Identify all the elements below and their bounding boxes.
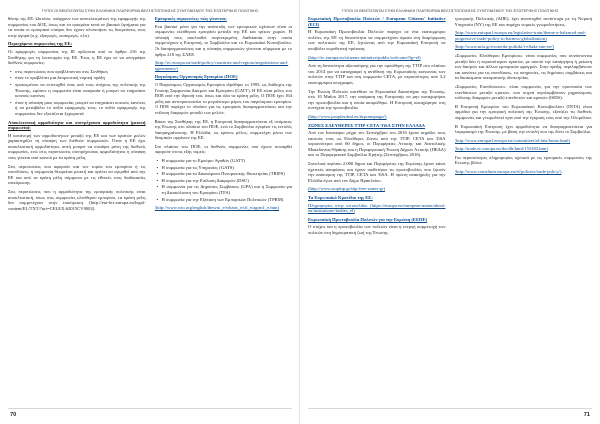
reference-link[interactable]: (http://trade.ec.europa.eu/doclib/html/155383.htm) [454, 146, 548, 152]
reference-link[interactable]: (http://www.europarl.europa.eu/committees/el/inta/home.html) [454, 137, 571, 143]
section-heading: Ευρωπαϊκή Πρωτοβουλία Πολιτών / European Citizens' Initiative (ECI) [308, 16, 446, 27]
bullet-list [8, 69, 146, 117]
list-item: • στις περιπτώσεις που προβλέπονται στις Συνθήκες [10, 68, 109, 74]
reference-link[interactable]: (http://www.consilium.europa.eu/el/policies/trade-policy/) [454, 169, 562, 175]
paragraph: θέσης της ΕΕ. Ωστόσο, υπάρχουν των αποτελεσμάτων της εφαρμογής της συμφωνίας του ΔΟΣ, όπως και τα ορισμένα κενά σε βασικά ζητήματα για τα οποία οι εμπορικοί εταίροι δεν έχουν υλοποιήσει τις δεσμεύσεις τους στην αγορά (π.χ. εξαγωγές, εισαγωγές, κλπ). [8, 16, 146, 38]
paragraph: Στο πλαίσιο του ΠΟΕ, οι διεθνείς συμφωνίες που έχουν συναφθεί αφορούν στους εξής τομείς: [154, 143, 292, 155]
list-item: • προκειμένου να επιτευχθεί ένας από τους στόχους της πολιτικής της Ένωσης, εφόσον η συμφωνία είναι αναγκαία ή μπορεί να επηρεάσει κοινούς κανόνες [10, 81, 146, 99]
reference-link[interactable]: (http://www.europarl.europa.eu/legislative-train/theme-a-balanced-and-progressive-trade-policy-to-harness-globalisation) [454, 30, 586, 41]
paragraph: Συνολικά περίπου 2.000 δήμοι και Περιφέρειες της Ευρώπης έχουν κάνει σχετικές αποφάσεις και έχουν υιοθετήσει τις πρωτοβουλίες που ζητούν την απόσυρση της TTIP, CETA και TiSA. Η πρώτη ανακήρυξη για την Ελλάδα έγινε από τον Δήμο Ηρακλείου. [308, 161, 446, 183]
section-heading: Περιεχόμενο συμφωνίας της ΕΕ: [8, 41, 73, 47]
list-item: • Η συμφωνία για τις Δημόσιες Συμβάσεις (GPA) και η Συμφωνία για τη Διευκόλυνση του Εμπορίου (TFA) [156, 184, 292, 196]
section-heading: ΖΩΝΕΣ ΕΛΕΥΘΕΡΕΣ TTIP-CETA-TiSA ΣΤΗΝ ΕΛΛΑΔΑ [308, 122, 426, 128]
section-heading: Τα Ευρωπαϊκό Κρατίδιο της ΕΕ: [308, 195, 373, 201]
reference-link[interactable]: (http://www.mfa.gr/exoteriki-politiki/i-ellada-stin-ee/) [454, 44, 554, 50]
section-heading: Ευρωπαϊκή Πρωτοβουλία Πολιτών για την Ευρώπη (ΕΕΠΕ) [308, 216, 428, 222]
paragraph: «Συμφωνίες Επενδύσεων»: είναι συμφωνίες για την προστασία των επενδύσεων μεταξύ κρατών, που συχνά περιλαμβάνουν μηχανισμούς επίλυσης διαφορών μεταξύ επενδυτών και κρατών (ISDS). [454, 83, 592, 101]
section-heading: Παγκόσμιος Οργανισμός Εμπορίου (ΠΟΕ) [154, 74, 238, 80]
bullet-list [155, 158, 293, 202]
list-item-text: Η συμφωνία για τα Δικαιώματα Πνευματικής Ιδιοκτησίας (TRIPS) [161, 171, 285, 177]
paragraph: Από τον Ιανουάριο μέχρι τον Σεπτέμβριο του 2016 έχουν κηρύξει τους εαυτούς τους ως Ελεύθερες Ζώνες από την TTIP, CETA και TiSA περισσότεροι από 60 δήμοι, οι Περιφέρειες Αττικής και Ανατολικής Μακεδονίας-Θράκης και η Περιφερειακή Ένωση Δήμων Αττικής (ΠΕΔΑ) και το Περιφερειακό Συμβούλιο Κρήτης (Σεπτέμβριος 2016). [308, 130, 446, 158]
left-page-column-2 [155, 16, 293, 404]
reference-link[interactable]: (http://www.stopttip.gr/ttip-free-zones-gr) [308, 186, 386, 192]
paragraph: Στις περιπτώσεις που η αρμοδιότητα της εμπορικής πολιτικής είναι αποκλειστική, όπως στις συμφωνίες ελεύθερου εμπορίου, τα κράτη μέλη δεν συμμετέχουν στην επικύρωση. (http://eur-lex.europa.eu/legal-content/EL/TXT/?uri=CELEX:62015CV0002). [8, 189, 146, 211]
list-item-text: όταν η σύναψη μιας συμφωνίας μπορεί να επηρεάσει κοινούς κανόνες ή να μεταβάλει το πεδίο εφαρμογής τους, το πεδίο εφαρμογής της συμφωνίας δεν εξετάζεται ξεχωριστά [15, 99, 146, 116]
paragraph: εμπορικής Πολιτικής (ΔΠΕ), έχει αναπτυχθεί αντίστοιχα με τη Νομική Υπηρεσία (ΝΥ) της ΕΕ και παρέχει νομικές γνωμοδοτήσεις. [454, 16, 592, 27]
reference-link[interactable]: Πληροφορίες στην ιστοσελίδα: (https://europa.eu/european-union/about-eu/institutions-bodies_el) [308, 202, 446, 214]
right-page-columns [308, 16, 592, 404]
list-item-text: όταν το προβλέπει μια δεσμευτική νομική πράξη [15, 75, 105, 81]
page-number: 71 [583, 412, 590, 418]
paragraph: «Συμφωνίες Ελεύθερου Εμπορίου»: είναι συμφωνίες που συνάπτονται μεταξύ δύο ή περισσότερων κρατών, με σκοπό την κατάργηση ή μείωση των δασμών και άλλων εμπορικών φραγμών. Στην πράξη, περιλαμβάνουν και κανόνες για τις επενδύσεις, τις υπηρεσίες, τις δημόσιες συμβάσεις και τα δικαιώματα πνευματικής ιδιοκτησίας. [454, 52, 592, 81]
list-item-text: Η συμφωνία για τις Υπηρεσίες (GATS) [161, 164, 234, 170]
left-page-columns [8, 16, 292, 404]
paragraph: Για περισσότερες πληροφορίες σχετικά με τις εμπορικές συμφωνίες της Ένωσης βλέπε: [454, 154, 592, 166]
right-page-column-2 [455, 16, 593, 404]
list-item: • Η συμφωνία για την Επίλυση Διαφορών (DSU) [156, 177, 249, 183]
paragraph: Ο στόχος και η πρωτοβουλία των πολιτών είναι η ενεργή συμμετοχή των πολιτών στη δημοκρατική ζωή της Ένωσης. [308, 224, 446, 235]
right-page-column-1 [308, 16, 446, 404]
paragraph: Ο Παγκόσμιος Οργανισμός Εμπορίου ιδρύθηκε το 1995, ως διάδοχος της Γενικής Συμφωνίας Δασμών και Εμπορίου (GATT). Η ΕΕ είναι μέλος του ΠΟΕ από την ίδρυσή του, όπως και όλα τα κράτη μέλη. Ο ΠΟΕ έχει 164 μέλη και αντιπροσωπεύει το μεγαλύτερο μέρος του παγκόσμιου εμπορίου. Ο ΠΟΕ παρέχει το πλαίσιο για τις εμπορικές διαπραγματεύσεις και την επίλυση διαφορών μεταξύ των μελών. [154, 81, 292, 115]
page-number: 70 [10, 412, 17, 418]
list-item-text: Η συμφωνία για την Επίλυση Διαφορών (DSU) [161, 177, 249, 183]
running-header-left: ΤΥΠΟΙ ΟΙ ΒΕΝΤΙΖΟΝΤΑΙ ΣΤΗΝ ΕΛΛΗΝΙΚΗ ΠΛΑΤΦΟΡΜΑ ΒΕΛΤΙΣΤΟΠΟΙΗΣΗΣ ΣΥΝΤΟΝΙΣΜΟΥ ΤΗΣ ΕΞΩΤΕΡΙΚΗΣ ΠΟΛΙΤΙΚΗΣ [41, 9, 259, 13]
footer-divider [8, 408, 292, 409]
list-item: • Η συμφωνία για τις Υπηρεσίες (GATS) [156, 164, 234, 170]
paragraph: Η Επιτροπή Εμπορίου του Ευρωπαϊκού Κοινοβουλίου (INTA) είναι αρμόδια για την εμπορική πολιτική της Ένωσης, εξετάζει τις διεθνείς συμφωνίες και γνωμοδοτεί πριν από την έγκριση τους από την Ολομέλεια. [454, 103, 592, 120]
paragraph: Η Ευρωπαϊκή Επιτροπή έχει αρμοδιότητα να διαπραγματεύεται για λογαριασμό της Ένωσης, με βάση την εντολή που της δίνει το Συμβούλιο. [454, 123, 592, 135]
paragraph: Από τη δυνατότητα αξιοποίησης για την προώθηση της ΤΤΙΡ στο πλαίσιο του 2014 για να καταγραφεί η αντίθεση της Ευρωπαϊκής κοινωνίας των πολιτών στην ΤΤΙΡ και στη συμφωνία CETA, με περισσότερες από 3,2 εκατομμύρια υπογραφές. [308, 63, 446, 85]
reference-link[interactable]: (http://www.peoplesdeal.eu/ttipcampaign/) [308, 113, 387, 119]
list-item: • όταν το προβλέπει μια δεσμευτική νομική πράξη [10, 75, 105, 81]
paragraph: Στις περιπτώσεις που αφορούν και τον τομέα του εμπορίου ή τις επενδύσεις, η συμφωνία θεωρείται μεικτή και πρέπει να εγκριθεί από την ΕΕ και από τα κράτη μέλη σύμφωνα με τις εθνικές τους διαδικασίες επικύρωσης. [8, 163, 146, 186]
list-item-text: Η συμφωνία για το Εμπόριο Αγαθών (GATT) [161, 158, 246, 164]
reference-link[interactable]: (http://www.wto.org/english/thewto_e/whatis_e/tif_e/agrm1_e.htm) [154, 205, 280, 211]
paragraph: Ένα βασικό μέσο για την ανάπτυξη των εμπορικών σχέσεων είναι οι συμφωνίες ελεύθερου εμπορίου μεταξύ της ΕΕ και τρίτων χωρών. Η σύναψή τους ακολουθεί συγκεκριμένη διαδικασία στην οποία συμμετέχουν η Επιτροπή, το Συμβούλιο και το Ευρωπαϊκό Κοινοβούλιο. Οι διαπραγματεύσεις και η σύναψη συμφωνιών γίνονται σύμφωνα με το άρθρο 218 της ΣΛΕΕ. [154, 23, 292, 57]
list-item-text: Η συμφωνία για την Εξέταση των Εμπορικών Πολιτικών (TPRM) [161, 196, 284, 202]
paragraph: Η κατανομή των αρμοδιοτήτων μεταξύ της ΕΕ και των κρατών μελών χαρακτηρίζει τη σύναψη των διεθνών συμφωνιών. Όταν η ΕΕ έχει αποκλειστική αρμοδιότητα, αυτή μπορεί να συνάψει μόνη της διεθνείς συμφωνίες, ενώ στις περιπτώσεις συντρέχουσας αρμοδιότητας η σύναψη τους γίνεται από κοινού με τα κράτη μέλη. [8, 132, 146, 161]
reference-link[interactable]: (http://ec.europa.eu/citizens-initiative/public/welcome?lg=el) [308, 54, 421, 60]
list-item-text: στις περιπτώσεις που προβλέπονται στις Συνθήκες [15, 68, 109, 74]
section-heading: Αποκλειστική αρμοδιότητα και συντρέχουσα αρμοδιότητα (μεικτή συμφωνία): [8, 119, 146, 131]
footer-divider [308, 408, 592, 409]
list-item: • Η συμφωνία για τα Δικαιώματα Πνευματικής Ιδιοκτησίας (TRIPS) [156, 171, 285, 177]
paragraph: Η Ευρωπαϊκή Πρωτοβουλία Πολιτών παρέχει σε ένα εκατομμύριο πολίτες της ΕΕ τη δυνατότητα να συμμετέχουν άμεσα στη διαμόρφωση των πολιτικών της ΕΕ, ζητώντας από την Ευρωπαϊκή Επιτροπή να υποβάλει νομοθετική πρόταση. [308, 29, 446, 51]
reference-link[interactable]: (http://ec.europa.eu/trade/policy/countries-and-regions/negotiations-and-agreements/) [154, 60, 289, 71]
list-item-text: προκειμένου να επιτευχθεί ένας από τους στόχους της πολιτικής της Ένωσης, εφόσον η συμφωνία είναι αναγκαία ή μπορεί να επηρεάσει κοινούς κανόνες [15, 81, 146, 99]
left-page-column-1 [8, 16, 146, 404]
running-header-right: ΤΥΠΟΙ ΟΙ ΒΕΝΤΙΖΟΝΤΑΙ ΣΤΗΝ ΕΛΛΗΝΙΚΗ ΠΛΑΤΦΟΡΜΑ ΒΕΛΤΙΣΤΟΠΟΙΗΣΗΣ ΣΥΝΤΟΝΙΣΜΟΥ ΤΗΣ ΕΞΩΤΕΡΙΚΗΣ ΠΟΛΙΤΙΚΗΣ [341, 9, 559, 13]
list-item: • όταν η σύναψη μιας συμφωνίας μπορεί να επηρεάσει κοινούς κανόνες ή να μεταβάλει το πεδίο εφαρμογής τους, το πεδίο εφαρμογής της συμφωνίας δεν εξετάζεται ξεχωριστά [10, 99, 146, 116]
paragraph: Οι εφαρμογές συμφωνίας της ΙΕ ορίζονται από το άρθρο 216 της Συνθήκης για τη λειτουργία της ΕΕ. Έτσι, η ΕΕ έχει σε να υπογράψει διεθνείς συμφωνίες: [8, 48, 146, 66]
paragraph: Την Ένωση Πολιτών κατέθεσε το Ευρωπαϊκό Δικαστήριο της Ένωσης, στις 10 Μαΐου 2017, την απόφαση της Επιτροπής να μην καταχωρήσει την πρωτοβουλία και η οποία ακυρώθηκε. Η Επιτροπή καταχώρησε στη συνέχεια την πρωτοβουλία. [308, 88, 446, 111]
list-item-text: Η συμφωνία για τις Δημόσιες Συμβάσεις (GPA) και η Συμφωνία για τη Διευκόλυνση του Εμπορίου (TFA) [161, 184, 292, 196]
list-item: • Η συμφωνία για την Εξέταση των Εμπορικών Πολιτικών (TPRM) [156, 196, 284, 202]
list-item: • Η συμφωνία για το Εμπόριο Αγαθών (GATT) [156, 158, 246, 164]
section-heading: Εμπορικές συμφωνίες: πώς γίνονται; [154, 16, 227, 21]
right-page [300, 0, 600, 424]
paragraph: Βάσει της Συνθήκης της ΕΕ, η Επιτροπή διαπραγματεύεται εξ ονόματος της Ένωσης στο πλαίσιο του ΠΟΕ, ενώ το Συμβούλιο εγκρίνει τις εντολές διαπραγμάτευσης. Η Ελλάδα, ως κράτος μέλος, συμμετέχει μέσω των θεσμικών οργάνων της ΕΕ. [154, 118, 292, 141]
